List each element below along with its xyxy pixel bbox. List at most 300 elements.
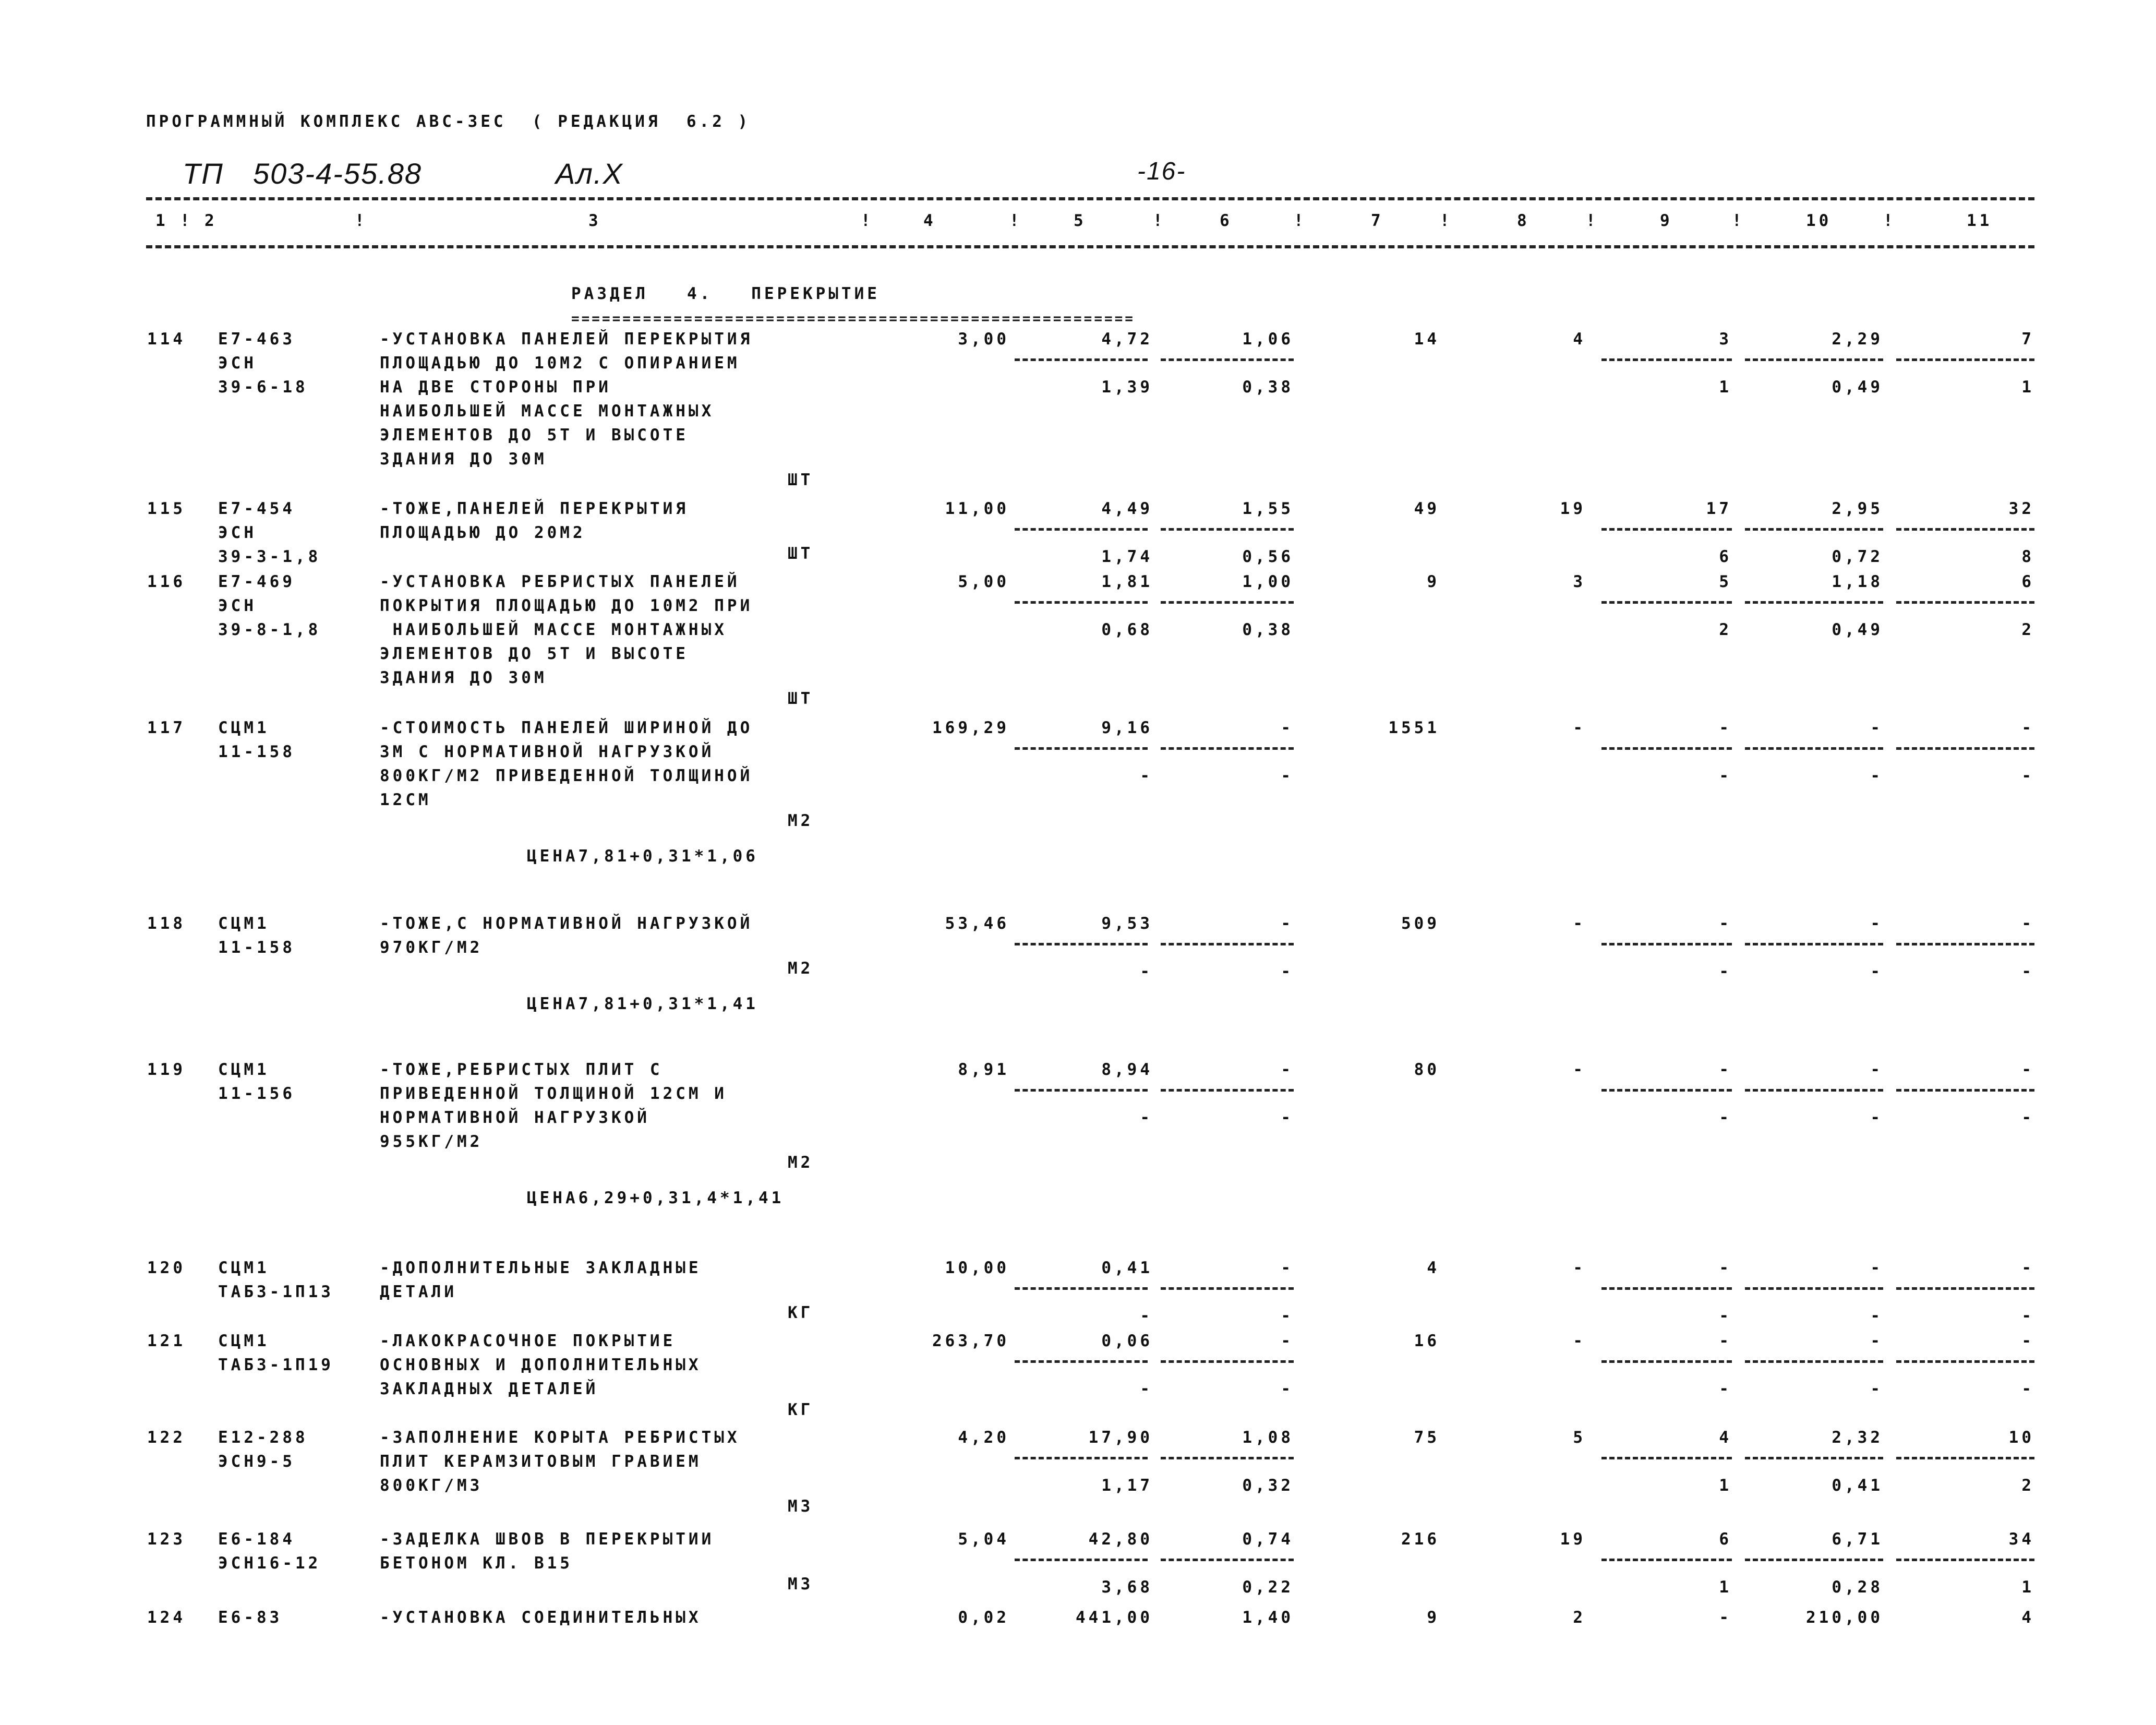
cell-c11b: -	[2021, 962, 2034, 981]
work-description: ДЕТАЛИ	[380, 1283, 457, 1301]
cell-divider	[1896, 601, 2034, 604]
row-number: 120	[147, 1259, 186, 1277]
unit-label: М3	[788, 1575, 814, 1594]
row-number: 116	[147, 572, 186, 591]
cell-c4: 8,91	[958, 1060, 1009, 1079]
cell-c6: -	[1281, 718, 1294, 737]
column-number: 10	[1806, 211, 1832, 230]
row-number: 119	[147, 1060, 186, 1079]
cell-c11b: -	[2021, 766, 2034, 785]
cell-c4: 11,00	[945, 499, 1009, 518]
cell-c6b: -	[1281, 1380, 1294, 1398]
cell-divider	[1015, 1360, 1148, 1363]
work-description: НОРМАТИВНОЙ НАГРУЗКОЙ	[380, 1108, 650, 1127]
cell-divider	[1015, 1457, 1148, 1459]
cell-c11b: 2	[2021, 620, 2034, 639]
cell-c11: -	[2021, 1060, 2034, 1079]
cell-c5: 17,90	[1088, 1428, 1153, 1447]
cell-c8: -	[1573, 1060, 1586, 1079]
cell-divider	[1015, 943, 1148, 945]
work-description: 955КГ/М2	[380, 1132, 483, 1151]
cell-c11b: 2	[2021, 1476, 2034, 1495]
row-number: 115	[147, 499, 186, 518]
cell-divider	[1896, 1360, 2034, 1363]
work-description: 970КГ/М2	[380, 938, 483, 957]
cell-c6b: -	[1281, 962, 1294, 981]
norm-code: СЦМ1	[218, 1060, 270, 1079]
cell-c10b: 0,72	[1832, 547, 1883, 566]
cell-divider	[1896, 1089, 2034, 1092]
cell-c5: 42,80	[1088, 1530, 1153, 1549]
cell-divider	[1015, 358, 1148, 361]
cell-c6b: -	[1281, 1307, 1294, 1325]
cell-c10: -	[1870, 1259, 1883, 1277]
cell-divider	[1601, 1559, 1732, 1561]
column-separator: !	[1440, 211, 1453, 230]
cell-c6: -	[1281, 1060, 1294, 1079]
norm-code: ЭСН9-5	[218, 1452, 295, 1471]
cell-divider	[1745, 1559, 1883, 1561]
cell-c10b: -	[1870, 962, 1883, 981]
section-underline: =======================================================	[571, 312, 1135, 326]
price-formula: ЦЕНА6,29+0,31,4*1,41	[527, 1189, 785, 1207]
work-description: ПЛОЩАДЬЮ ДО 20М2	[380, 523, 586, 542]
cell-c4: 4,20	[958, 1428, 1009, 1447]
cell-c11: -	[2021, 718, 2034, 737]
cell-c5b: -	[1140, 1108, 1153, 1127]
cell-c4: 169,29	[932, 718, 1009, 737]
cell-c6: 1,00	[1242, 572, 1294, 591]
work-description: ПЛОЩАДЬЮ ДО 10М2 С ОПИРАНИЕМ	[380, 354, 740, 373]
cell-c5: 4,49	[1101, 499, 1153, 518]
cell-divider	[1601, 943, 1732, 945]
cell-c8: 5	[1573, 1428, 1586, 1447]
cell-divider	[1161, 1360, 1294, 1363]
column-number: 1	[155, 211, 168, 230]
cell-c9b: 2	[1719, 620, 1732, 639]
row-number: 117	[147, 718, 186, 737]
cell-divider	[1161, 358, 1294, 361]
cell-c6: 1,55	[1242, 499, 1294, 518]
work-description: -СТОИМОСТЬ ПАНЕЛЕЙ ШИРИНОЙ ДО	[380, 718, 753, 737]
norm-code: СЦМ1	[218, 1332, 270, 1350]
cell-c5: 1,81	[1101, 572, 1153, 591]
work-description: ЭЛЕМЕНТОВ ДО 5Т И ВЫСОТЕ	[380, 426, 689, 445]
cell-c9b: -	[1719, 766, 1732, 785]
cell-c5b: -	[1140, 1307, 1153, 1325]
column-number: 7	[1371, 211, 1384, 230]
cell-c6b: 0,56	[1242, 547, 1294, 566]
work-description: ПРИВЕДЕННОЙ ТОЛЩИНОЙ 12СМ И	[380, 1084, 727, 1103]
cell-c4: 5,04	[958, 1530, 1009, 1549]
work-description: -ДОПОЛНИТЕЛЬНЫЕ ЗАКЛАДНЫЕ	[380, 1259, 702, 1277]
cell-divider	[1745, 943, 1883, 945]
column-separator: !	[1732, 211, 1745, 230]
cell-c6: 1,40	[1242, 1608, 1294, 1627]
cell-c10b: -	[1870, 1108, 1883, 1127]
cell-c4: 10,00	[945, 1259, 1009, 1277]
cell-c7: 14	[1414, 330, 1440, 349]
cell-c9: -	[1719, 914, 1732, 933]
cell-c5b: -	[1140, 962, 1153, 981]
column-separator: !	[180, 211, 193, 230]
page-number: -16-	[1137, 158, 1186, 185]
cell-c5b: 1,17	[1101, 1476, 1153, 1495]
cell-c7: 80	[1414, 1060, 1440, 1079]
cell-c8: 4	[1573, 330, 1586, 349]
cell-c9: -	[1719, 1332, 1732, 1350]
cell-c6: -	[1281, 1259, 1294, 1277]
cell-divider	[1161, 747, 1294, 750]
doc-number: 503-4-55.88	[253, 157, 423, 190]
work-description: -ЗАПОЛНЕНИЕ КОРЫТА РЕБРИСТЫХ	[380, 1428, 740, 1447]
cell-c5: 441,00	[1076, 1608, 1153, 1627]
column-number: 5	[1074, 211, 1087, 230]
norm-code: Е12-288	[218, 1428, 308, 1447]
cell-c10b: 0,28	[1832, 1578, 1883, 1597]
cell-divider	[1896, 943, 2034, 945]
cell-c8: 2	[1573, 1608, 1586, 1627]
cell-c10: -	[1870, 1060, 1883, 1079]
work-description: 12СМ	[380, 790, 431, 809]
cell-c9: 5	[1719, 572, 1732, 591]
cell-c6: 0,74	[1242, 1530, 1294, 1549]
cell-c4: 53,46	[945, 914, 1009, 933]
program-header: ПРОГРАММНЫЙ КОМПЛЕКС АВС-ЗЕС ( РЕДАКЦИЯ 6.2 )	[146, 112, 751, 131]
column-separator: !	[1153, 211, 1166, 230]
work-description: -ТОЖЕ,РЕБРИСТЫХ ПЛИТ С	[380, 1060, 663, 1079]
cell-c11b: -	[2021, 1307, 2034, 1325]
norm-code: ТАБ3-1П19	[218, 1356, 334, 1374]
norm-code: Е7-469	[218, 572, 295, 591]
column-number: 4	[923, 211, 936, 230]
cell-divider	[1745, 601, 1883, 604]
norm-code: СЦМ1	[218, 1259, 270, 1277]
cell-divider	[1601, 1360, 1732, 1363]
cell-divider	[1745, 1457, 1883, 1459]
cell-c11: 7	[2021, 330, 2034, 349]
row-number: 121	[147, 1332, 186, 1350]
work-description: -УСТАНОВКА ПАНЕЛЕЙ ПЕРЕКРЫТИЯ	[380, 330, 753, 349]
work-description: 800КГ/М3	[380, 1476, 483, 1495]
norm-code: СЦМ1	[218, 718, 270, 737]
norm-code: ЭСН	[218, 596, 257, 615]
work-description: НАИБОЛЬШЕЙ МАССЕ МОНТАЖНЫХ	[380, 620, 727, 639]
cell-c11b: -	[2021, 1108, 2034, 1127]
column-separator: !	[1586, 211, 1599, 230]
cell-c10b: -	[1870, 1307, 1883, 1325]
work-description: -УСТАНОВКА СОЕДИНИТЕЛЬНЫХ	[380, 1608, 702, 1627]
cell-divider	[1601, 1287, 1732, 1290]
cell-c5b: 0,68	[1101, 620, 1153, 639]
work-description: -ЗАДЕЛКА ШВОВ В ПЕРЕКРЫТИИ	[380, 1530, 715, 1549]
cell-divider	[1896, 358, 2034, 361]
price-formula: ЦЕНА7,81+0,31*1,06	[527, 847, 758, 866]
cell-c9: -	[1719, 1259, 1732, 1277]
cell-divider	[1161, 943, 1294, 945]
norm-code: СЦМ1	[218, 914, 270, 933]
norm-code: ЭСН16-12	[218, 1554, 321, 1573]
cell-c5: 9,16	[1101, 718, 1153, 737]
cell-c10b: -	[1870, 1380, 1883, 1398]
cell-c11b: 1	[2021, 378, 2034, 397]
cell-c6b: -	[1281, 766, 1294, 785]
cell-c7: 16	[1414, 1332, 1440, 1350]
cell-c6b: 0,38	[1242, 378, 1294, 397]
work-description: ЗАКЛАДНЫХ ДЕТАЛЕЙ	[380, 1380, 599, 1398]
cell-c11: 6	[2021, 572, 2034, 591]
cell-c10: 1,18	[1832, 572, 1883, 591]
work-description: ЗДАНИЯ ДО 30М	[380, 668, 547, 687]
column-number: 11	[1967, 211, 1993, 230]
cell-c8: -	[1573, 1259, 1586, 1277]
work-description: ЗДАНИЯ ДО 30М	[380, 450, 547, 469]
cell-c11: -	[2021, 1259, 2034, 1277]
cell-c9b: -	[1719, 1108, 1732, 1127]
cell-c4: 5,00	[958, 572, 1009, 591]
unit-label: М2	[788, 959, 814, 978]
norm-code: 39-3-1,8	[218, 547, 321, 566]
unit-label: М2	[788, 811, 814, 830]
cell-c10: 2,95	[1832, 499, 1883, 518]
cell-divider	[1745, 358, 1883, 361]
cell-divider	[1896, 1287, 2034, 1290]
row-number: 123	[147, 1530, 186, 1549]
cell-divider	[1161, 528, 1294, 531]
doc-sheet: Ал.Х	[556, 157, 623, 190]
cell-divider	[1161, 1457, 1294, 1459]
cell-divider	[1745, 1089, 1883, 1092]
cell-c10: 2,32	[1832, 1428, 1883, 1447]
price-formula: ЦЕНА7,81+0,31*1,41	[527, 995, 758, 1013]
cell-c8: 3	[1573, 572, 1586, 591]
cell-divider	[1745, 747, 1883, 750]
cell-c11: 32	[2008, 499, 2034, 518]
unit-label: М3	[788, 1497, 814, 1516]
cell-c10b: 0,49	[1832, 378, 1883, 397]
column-separator: !	[355, 211, 368, 230]
cell-c5b: 3,68	[1101, 1578, 1153, 1597]
cell-c7: 4	[1427, 1259, 1440, 1277]
unit-label: КГ	[788, 1303, 814, 1322]
column-separator: !	[861, 211, 874, 230]
work-description: -ЛАКОКРАСОЧНОЕ ПОКРЫТИЕ	[380, 1332, 676, 1350]
column-separator: !	[1009, 211, 1022, 230]
cell-c9: 3	[1719, 330, 1732, 349]
cell-c10b: -	[1870, 766, 1883, 785]
cell-c9b: 1	[1719, 1578, 1732, 1597]
work-description: ЭЛЕМЕНТОВ ДО 5Т И ВЫСОТЕ	[380, 644, 689, 663]
cell-divider	[1015, 1287, 1148, 1290]
row-number: 118	[147, 914, 186, 933]
column-number: 8	[1517, 211, 1530, 230]
cell-c9b: -	[1719, 1380, 1732, 1398]
norm-code: Е7-454	[218, 499, 295, 518]
cell-c6b: -	[1281, 1108, 1294, 1127]
row-number: 114	[147, 330, 186, 349]
work-description: -УСТАНОВКА РЕБРИСТЫХ ПАНЕЛЕЙ	[380, 572, 740, 591]
header-bottom-rule	[146, 245, 2034, 248]
cell-divider	[1896, 528, 2034, 531]
unit-label: ШТ	[788, 471, 814, 489]
work-description: ОСНОВНЫХ И ДОПОЛНИТЕЛЬНЫХ	[380, 1356, 702, 1374]
cell-c8: -	[1573, 1332, 1586, 1350]
cell-c6: -	[1281, 1332, 1294, 1350]
cell-divider	[1015, 747, 1148, 750]
cell-divider	[1015, 1559, 1148, 1561]
norm-code: 11-156	[218, 1084, 295, 1103]
cell-c9b: 1	[1719, 378, 1732, 397]
cell-c10: 6,71	[1832, 1530, 1883, 1549]
cell-divider	[1896, 1559, 2034, 1561]
cell-c4: 263,70	[932, 1332, 1009, 1350]
cell-c5: 4,72	[1101, 330, 1153, 349]
cell-divider	[1601, 1089, 1732, 1092]
norm-code: 11-158	[218, 742, 295, 761]
cell-divider	[1896, 1457, 2034, 1459]
work-description: ПОКРЫТИЯ ПЛОЩАДЬЮ ДО 10М2 ПРИ	[380, 596, 753, 615]
cell-c10: 2,29	[1832, 330, 1883, 349]
unit-label: КГ	[788, 1400, 814, 1419]
cell-c9b: 6	[1719, 547, 1732, 566]
cell-c10b: 0,49	[1832, 620, 1883, 639]
cell-c7: 1551	[1388, 718, 1440, 737]
norm-code: 39-8-1,8	[218, 620, 321, 639]
header-top-rule	[146, 197, 2034, 200]
norm-code: ТАБ3-1П13	[218, 1283, 334, 1301]
work-description: 800КГ/М2 ПРИВЕДЕННОЙ ТОЛЩИНОЙ	[380, 766, 753, 785]
norm-code: Е6-184	[218, 1530, 295, 1549]
cell-c5b: -	[1140, 766, 1153, 785]
cell-c7: 9	[1427, 572, 1440, 591]
cell-c10: -	[1870, 1332, 1883, 1350]
cell-divider	[1015, 1089, 1148, 1092]
cell-c6: 1,06	[1242, 330, 1294, 349]
cell-c7: 509	[1401, 914, 1440, 933]
column-number: 3	[588, 211, 601, 230]
cell-divider	[1601, 747, 1732, 750]
norm-code: ЭСН	[218, 354, 257, 373]
column-separator: !	[1294, 211, 1307, 230]
cell-c10: 210,00	[1806, 1608, 1883, 1627]
norm-code: 39-6-18	[218, 378, 308, 397]
work-description: БЕТОНОМ КЛ. В15	[380, 1554, 573, 1573]
unit-label: ШТ	[788, 689, 814, 708]
work-description: НАИБОЛЬШЕЙ МАССЕ МОНТАЖНЫХ	[380, 402, 715, 421]
cell-c5b: 1,39	[1101, 378, 1153, 397]
work-description: 3М С НОРМАТИВНОЙ НАГРУЗКОЙ	[380, 742, 715, 761]
cell-divider	[1601, 601, 1732, 604]
cell-c6b: 0,32	[1242, 1476, 1294, 1495]
cell-c9b: 1	[1719, 1476, 1732, 1495]
norm-code: ЭСН	[218, 523, 257, 542]
work-description: -ТОЖЕ,С НОРМАТИВНОЙ НАГРУЗКОЙ	[380, 914, 753, 933]
cell-c9: 17	[1706, 499, 1732, 518]
cell-c11: -	[2021, 914, 2034, 933]
cell-c10: -	[1870, 718, 1883, 737]
cell-c9: -	[1719, 1060, 1732, 1079]
column-number: 9	[1660, 211, 1673, 230]
cell-divider	[1745, 1287, 1883, 1290]
cell-c10: -	[1870, 914, 1883, 933]
cell-c11: -	[2021, 1332, 2034, 1350]
cell-c8: 19	[1560, 499, 1586, 518]
cell-c9: -	[1719, 1608, 1732, 1627]
cell-c11: 4	[2021, 1608, 2034, 1627]
cell-c5: 0,41	[1101, 1259, 1153, 1277]
cell-c7: 9	[1427, 1608, 1440, 1627]
cell-c11b: 8	[2021, 547, 2034, 566]
unit-label: М2	[788, 1153, 814, 1172]
cell-divider	[1015, 601, 1148, 604]
cell-c6b: 0,38	[1242, 620, 1294, 639]
cell-divider	[1601, 358, 1732, 361]
cell-divider	[1745, 1360, 1883, 1363]
cell-c5: 9,53	[1101, 914, 1153, 933]
cell-divider	[1896, 747, 2034, 750]
cell-c9b: -	[1719, 1307, 1732, 1325]
column-number: 2	[204, 211, 218, 230]
cell-c9: -	[1719, 718, 1732, 737]
cell-c11: 10	[2008, 1428, 2034, 1447]
cell-divider	[1601, 1457, 1732, 1459]
column-separator: !	[1883, 211, 1896, 230]
unit-label: ШТ	[788, 544, 814, 563]
cell-divider	[1161, 1089, 1294, 1092]
cell-divider	[1161, 1559, 1294, 1561]
cell-divider	[1161, 1287, 1294, 1290]
cell-divider	[1015, 528, 1148, 531]
norm-code: Е7-463	[218, 330, 295, 349]
doc-prefix: ТП	[183, 157, 224, 190]
cell-c6b: 0,22	[1242, 1578, 1294, 1597]
work-description: НА ДВЕ СТОРОНЫ ПРИ	[380, 378, 611, 397]
cell-c7: 216	[1401, 1530, 1440, 1549]
cell-c10b: 0,41	[1832, 1476, 1883, 1495]
cell-c6: -	[1281, 914, 1294, 933]
cell-c4: 3,00	[958, 330, 1009, 349]
cell-divider	[1601, 528, 1732, 531]
cell-c8: -	[1573, 914, 1586, 933]
cell-c5b: -	[1140, 1380, 1153, 1398]
row-number: 122	[147, 1428, 186, 1447]
cell-c9: 6	[1719, 1530, 1732, 1549]
cell-c9: 4	[1719, 1428, 1732, 1447]
work-description: ПЛИТ КЕРАМЗИТОВЫМ ГРАВИЕМ	[380, 1452, 702, 1471]
cell-c4: 0,02	[958, 1608, 1009, 1627]
cell-c8: 19	[1560, 1530, 1586, 1549]
section-title: РАЗДЕЛ 4. ПЕРЕКРЫТИЕ	[571, 284, 880, 303]
cell-c8: -	[1573, 718, 1586, 737]
cell-c9b: -	[1719, 962, 1732, 981]
cell-c5b: 1,74	[1101, 547, 1153, 566]
norm-code: 11-158	[218, 938, 295, 957]
cell-c7: 49	[1414, 499, 1440, 518]
column-number: 6	[1220, 211, 1233, 230]
cell-divider	[1161, 601, 1294, 604]
cell-divider	[1745, 528, 1883, 531]
cell-c5: 0,06	[1101, 1332, 1153, 1350]
work-description: -ТОЖЕ,ПАНЕЛЕЙ ПЕРЕКРЫТИЯ	[380, 499, 689, 518]
cell-c6: 1,08	[1242, 1428, 1294, 1447]
cell-c5: 8,94	[1101, 1060, 1153, 1079]
cell-c11b: 1	[2021, 1578, 2034, 1597]
cell-c11b: -	[2021, 1380, 2034, 1398]
cell-c7: 75	[1414, 1428, 1440, 1447]
row-number: 124	[147, 1608, 186, 1627]
cell-c11: 34	[2008, 1530, 2034, 1549]
norm-code: Е6-83	[218, 1608, 283, 1627]
